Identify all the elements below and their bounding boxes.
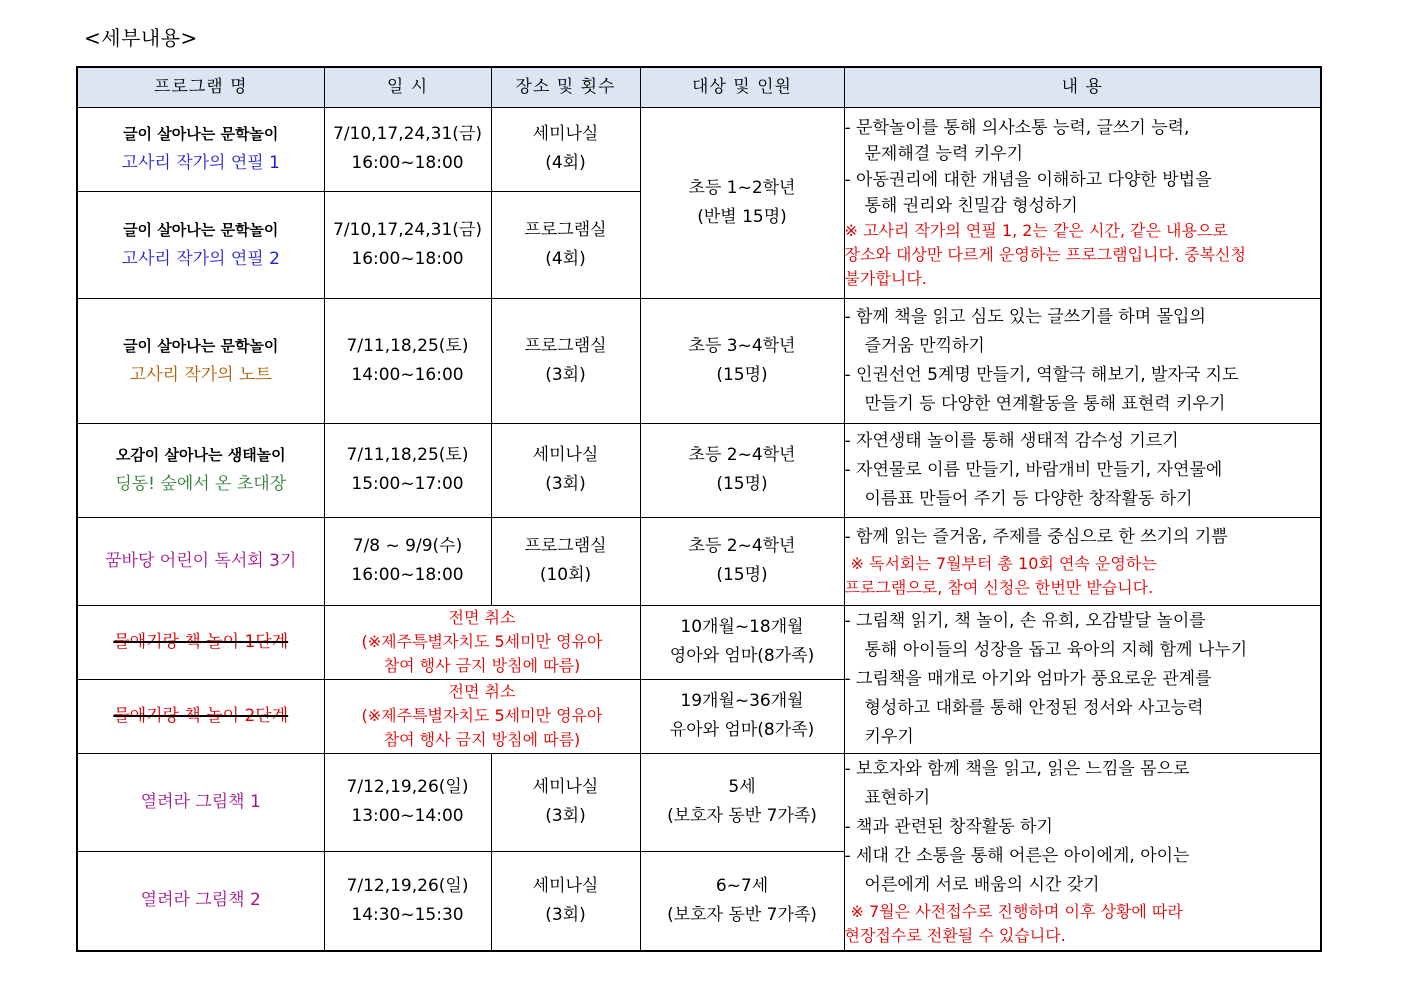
content-line: - 자연물로 이름 만들기, 바람개비 만들기, 자연물에 [844,459,1223,480]
header-place-count: 장소 및 횟수 [491,67,640,107]
notice-line: 장소와 대상만 다르게 운영하는 프로그램입니다. 중복신청 [844,244,1246,264]
program-title: 딩동! 숲에서 온 초대장 [115,474,287,494]
program-target: 초등 1~2학년 [688,177,796,198]
program-name-cell [77,753,324,851]
table-row [77,107,1321,191]
target-cell [640,423,844,517]
notice-line: ※ 고사리 작가의 연필 1, 2는 같은 시간, 같은 내용으로 [844,220,1228,240]
content-line: 이름표 만들어 주기 등 다양한 창작활동 하기 [864,488,1193,509]
program-time: 15:00~17:00 [351,474,464,494]
program-dates: 7/11,18,25(토) [346,335,469,356]
program-title: 고사리 작가의 노트 [129,364,272,385]
program-time: 16:00~18:00 [351,248,464,269]
cancel-reason: (※제주특별자치도 5세미만 영유아 [361,632,603,651]
program-name-cell [77,517,324,605]
table-row [77,753,1321,851]
program-capacity: (반별 15명) [697,206,787,227]
datetime-cell [324,517,491,605]
program-place: 세미나실 [532,445,599,465]
program-capacity: 영아와 엄마(8가족) [669,646,815,666]
datetime-cell [324,107,491,191]
table-row [77,423,1321,517]
datetime-cell [324,753,491,851]
program-place: 프로그램실 [524,335,607,356]
content-line: - 보호자와 함께 책을 읽고, 읽은 느낌을 몸으로 [844,759,1190,780]
program-target: 초등 2~4학년 [688,536,796,556]
notice-line: 현장접수로 전환될 수 있습니다. [844,926,1066,946]
content-line: 만들기 등 다양한 연계활동을 통해 표현력 키우기 [864,393,1226,414]
program-target: 10개월~18개월 [680,617,804,637]
program-title: 고사리 작가의 연필 2 [121,248,280,269]
header-datetime: 일 시 [324,67,491,107]
program-target: 5세 [728,777,756,797]
content-cell [844,605,1321,753]
content-cell [844,517,1321,605]
notice-line: ※ 7월은 사전접수로 진행하며 이후 상황에 따라 [850,902,1183,922]
program-title: 꿈바당 어린이 독서회 3기 [105,550,297,571]
notice-line: 프로그램으로, 참여 신청은 한번만 받습니다. [844,577,1154,597]
program-capacity: (15명) [716,364,768,385]
program-target: 초등 2~4학년 [688,445,796,465]
program-time: 16:00~18:00 [351,565,464,585]
datetime-cell [324,851,491,951]
content-line: - 책과 관련된 창작활동 하기 [844,817,1053,838]
program-dates: 7/12,19,26(일) [346,875,469,896]
program-name-cell [77,423,324,517]
program-name-cell [77,191,324,298]
program-time: 13:00~14:00 [351,806,464,826]
datetime-cell [324,191,491,298]
program-name-cell [77,679,324,753]
header-row [77,67,1321,107]
table-row [77,605,1321,679]
program-place: 프로그램실 [524,219,607,240]
program-count: (4회) [545,153,586,173]
program-count: (10회) [539,565,592,585]
program-target: 초등 3~4학년 [688,335,796,356]
place-cell [491,298,640,423]
program-dates: 7/10,17,24,31(금) [333,219,482,240]
section-heading: <세부내용> [84,26,198,50]
notice-line: 불가합니다. [844,268,927,288]
content-line: 표현하기 [864,788,931,809]
cancel-notice-cell [324,679,640,753]
program-place: 세미나실 [532,777,599,797]
place-cell [491,753,640,851]
program-count: (3회) [545,904,586,925]
program-table [76,66,1322,952]
header-program-name: 프로그램 명 [77,67,324,107]
datetime-cell [324,423,491,517]
program-count: (3회) [545,806,586,826]
content-line: - 자연생태 놀이를 통해 생태적 감수성 기르기 [844,430,1179,451]
header-target: 대상 및 인원 [640,67,844,107]
content-line: 형성하고 대화를 통해 안정된 정서와 사고능력 [864,697,1204,718]
notice-line: ※ 독서회는 7월부터 총 10회 연속 운영하는 [850,553,1157,573]
table-row [77,298,1321,423]
content-line: - 아동권리에 대한 개념을 이해하고 다양한 방법을 [844,169,1212,190]
program-dates: 7/8 ~ 9/9(수) [352,536,463,556]
program-name-cell [77,107,324,191]
datetime-cell [324,298,491,423]
content-line: - 인권선언 5계명 만들기, 역할극 해보기, 발자국 지도 [844,364,1239,385]
cancel-label: 전면 취소 [448,682,516,701]
content-cell [844,298,1321,423]
program-time: 16:00~18:00 [351,153,464,173]
content-line: - 그림책 읽기, 책 놀이, 손 유희, 오감발달 놀이를 [844,610,1206,631]
program-dates: 7/12,19,26(일) [346,777,469,797]
content-cell [844,107,1321,298]
program-target: 6~7세 [715,875,769,896]
program-place: 세미나실 [532,875,599,896]
program-place: 세미나실 [532,124,599,144]
content-line: 통해 아이들의 성장을 돕고 육아의 지혜 함께 나누기 [864,639,1248,660]
program-dates: 7/10,17,24,31(금) [333,124,482,144]
target-cell [640,851,844,951]
content-line: - 함께 책을 읽고 심도 있는 글쓰기를 하며 몰입의 [844,306,1206,327]
program-name-cell [77,605,324,679]
content-line: 어른에게 서로 배움의 시간 갖기 [864,875,1100,896]
target-cell [640,753,844,851]
place-cell [491,107,640,191]
program-capacity: (보호자 동반 7가족) [667,806,817,826]
program-name-cell [77,851,324,951]
cancel-reason: 참여 행사 금지 방침에 따름) [383,656,581,675]
cancel-label: 전면 취소 [448,608,516,627]
program-time: 14:30~15:30 [351,904,464,925]
cancel-reason: 참여 행사 금지 방침에 따름) [383,730,581,749]
place-cell [491,517,640,605]
target-cell [640,107,844,298]
target-cell [640,605,844,679]
program-place: 프로그램실 [524,536,607,556]
program-count: (4회) [545,248,586,269]
content-cell [844,423,1321,517]
content-line: - 세대 간 소통을 통해 어른은 아이에게, 아이는 [844,846,1190,867]
program-count: (3회) [545,474,586,494]
place-cell [491,191,640,298]
cancel-notice-cell [324,605,640,679]
program-category: 오감이 살아나는 생태놀이 [115,446,286,464]
program-capacity: 유아와 엄마(8가족) [669,720,815,740]
program-time: 14:00~16:00 [351,364,464,385]
content-line: 통해 권리와 친밀감 형성하기 [864,195,1078,216]
content-line: 키우기 [864,726,914,747]
program-title: 고사리 작가의 연필 1 [121,153,280,173]
target-cell [640,517,844,605]
program-target: 19개월~36개월 [680,691,804,711]
program-title-cancelled: 물애기랑 책 놀이 1단계 [113,631,289,652]
content-line: 즐거움 만끽하기 [864,335,985,356]
program-capacity: (15명) [716,565,768,585]
target-cell [640,298,844,423]
program-title-cancelled: 물애기랑 책 놀이 2단계 [113,705,289,726]
target-cell [640,679,844,753]
content-line: - 그림책을 매개로 아기와 엄마가 풍요로운 관계를 [844,668,1212,689]
program-category: 글이 살아나는 문학놀이 [123,336,279,355]
content-cell [844,753,1321,951]
place-cell [491,423,640,517]
program-name-cell [77,298,324,423]
program-capacity: (15명) [716,474,768,494]
header-content: 내 용 [844,67,1321,107]
program-category: 글이 살아나는 문학놀이 [123,220,279,239]
program-category: 글이 살아나는 문학놀이 [123,125,279,143]
table-row [77,517,1321,605]
program-title: 열려라 그림책 1 [140,791,261,812]
content-line: 문제해결 능력 키우기 [864,143,1024,164]
program-title: 열려라 그림책 2 [140,890,261,911]
content-line: - 함께 읽는 즐거움, 주제를 중심으로 한 쓰기의 기쁨 [844,526,1228,547]
place-cell [491,851,640,951]
content-line: - 문학놀이를 통해 의사소통 능력, 글쓰기 능력, [844,117,1190,138]
program-count: (3회) [545,364,586,385]
cancel-reason: (※제주특별자치도 5세미만 영유아 [361,706,603,725]
program-capacity: (보호자 동반 7가족) [667,904,817,925]
program-dates: 7/11,18,25(토) [346,445,469,465]
